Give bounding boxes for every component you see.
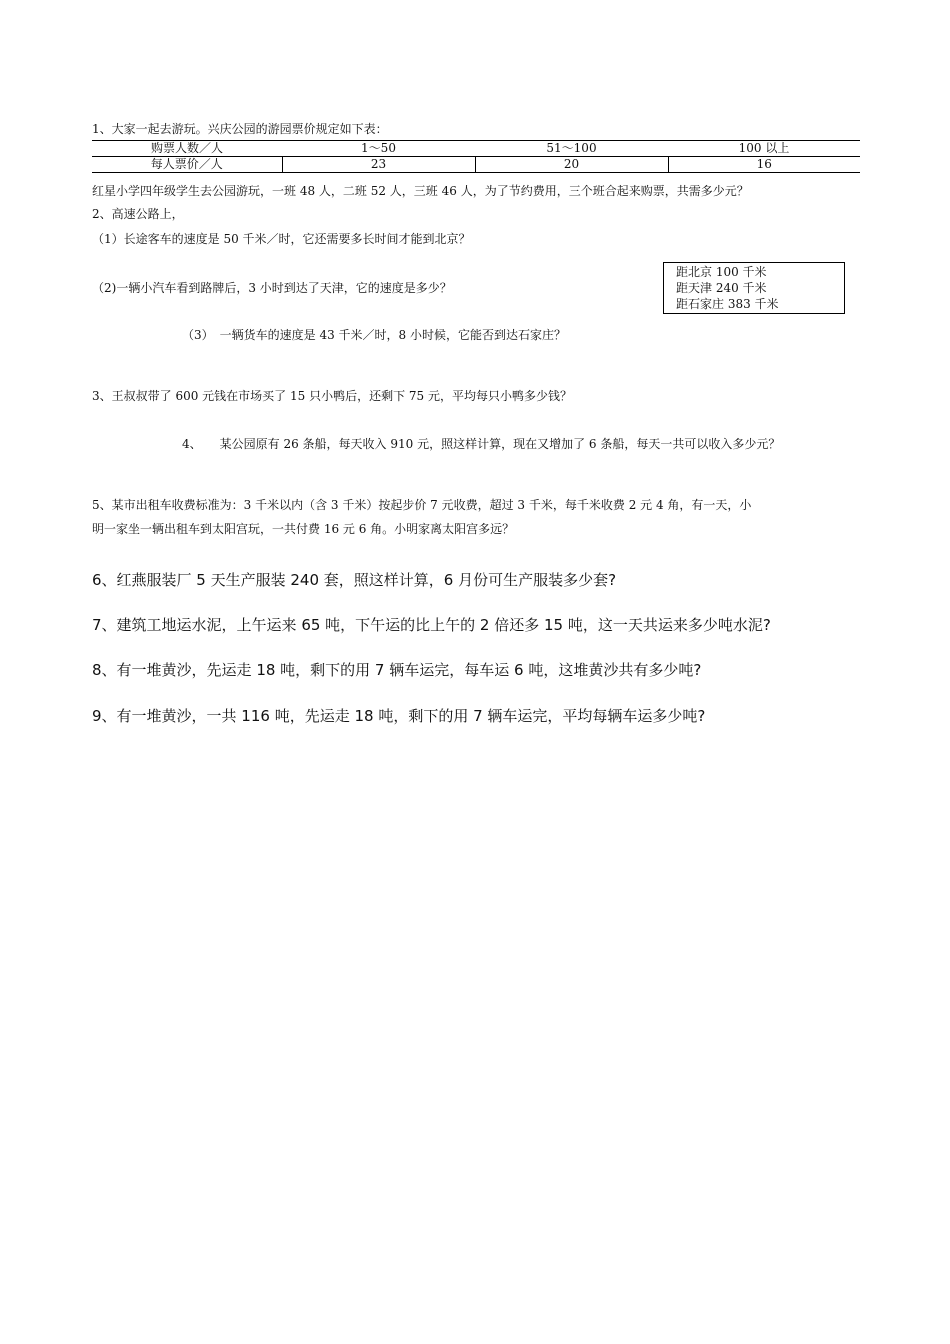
table-cell: 1～50	[282, 141, 475, 157]
table-cell: 16	[668, 157, 860, 173]
q5-line1: 5、某市出租车收费标准为：3 千米以内（含 3 千米）按起步价 7 元收费，超过 3 千米，每千米收费 2 元 4 角，有一天，小	[92, 498, 752, 512]
table-cell: 23	[282, 157, 475, 173]
q3-text: 3、王叔叔带了 600 元钱在市场买了 15 只小鸭后，还剩下 75 元，平均每只小鸭多少钱？	[92, 389, 572, 403]
q1-intro: 1、大家一起去游玩。兴庆公园的游园票价规定如下表：	[92, 122, 388, 136]
road-sign-box	[663, 262, 845, 314]
ticket-price-table	[92, 140, 860, 173]
q5-line2: 明一家坐一辆出租车到太阳宫玩，一共付费 16 元 6 角。小明家离太阳宫多远？	[92, 522, 515, 536]
q2-sub1: （1）长途客车的速度是 50 千米／时，它还需要多长时间才能到北京？	[92, 232, 471, 246]
sign-line-tianjin: 距天津 240 千米	[676, 281, 767, 295]
q4-text: 4、 某公园原有 26 条船，每天收入 910 元，照这样计算，现在又增加了 6 条船，每天一共可以收入多少元？	[182, 437, 781, 451]
sign-line-beijing: 距北京 100 千米	[676, 265, 767, 279]
table-cell: 100 以上	[668, 141, 860, 157]
table-cell: 20	[475, 157, 668, 173]
table-cell: 购票人数／人	[92, 141, 282, 157]
q7-text: 7、建筑工地运水泥，上午运来 65 吨，下午运的比上午的 2 倍还多 15 吨，这一天共运来多少吨水泥?	[92, 616, 771, 634]
table-row	[92, 141, 860, 157]
sign-line-shijiazhuang: 距石家庄 383 千米	[676, 297, 779, 311]
q2-sub3: （3） 一辆货车的速度是 43 千米／时，8 小时候，它能否到达石家庄？	[182, 328, 566, 342]
q9-text: 9、有一堆黄沙，一共 116 吨，先运走 18 吨，剩下的用 7 辆车运完，平均每辆车运多少吨?	[92, 707, 706, 725]
table-row	[92, 157, 860, 173]
table-cell: 51～100	[475, 141, 668, 157]
q8-text: 8、有一堆黄沙，先运走 18 吨，剩下的用 7 辆车运完，每车运 6 吨，这堆黄沙共有多少吨?	[92, 661, 702, 679]
q2-sub2: （2)一辆小汽车看到路牌后，3 小时到达了天津，它的速度是多少？	[92, 281, 452, 295]
q2-intro: 2、高速公路上，	[92, 207, 184, 221]
q6-text: 6、红燕服装厂 5 天生产服装 240 套，照这样计算，6 月份可生产服装多少套?	[92, 571, 617, 589]
q1-question: 红星小学四年级学生去公园游玩，一班 48 人，二班 52 人，三班 46 人，为了节约费用，三个班合起来购票，共需多少元？	[92, 184, 749, 198]
table-cell: 每人票价／人	[92, 157, 282, 173]
